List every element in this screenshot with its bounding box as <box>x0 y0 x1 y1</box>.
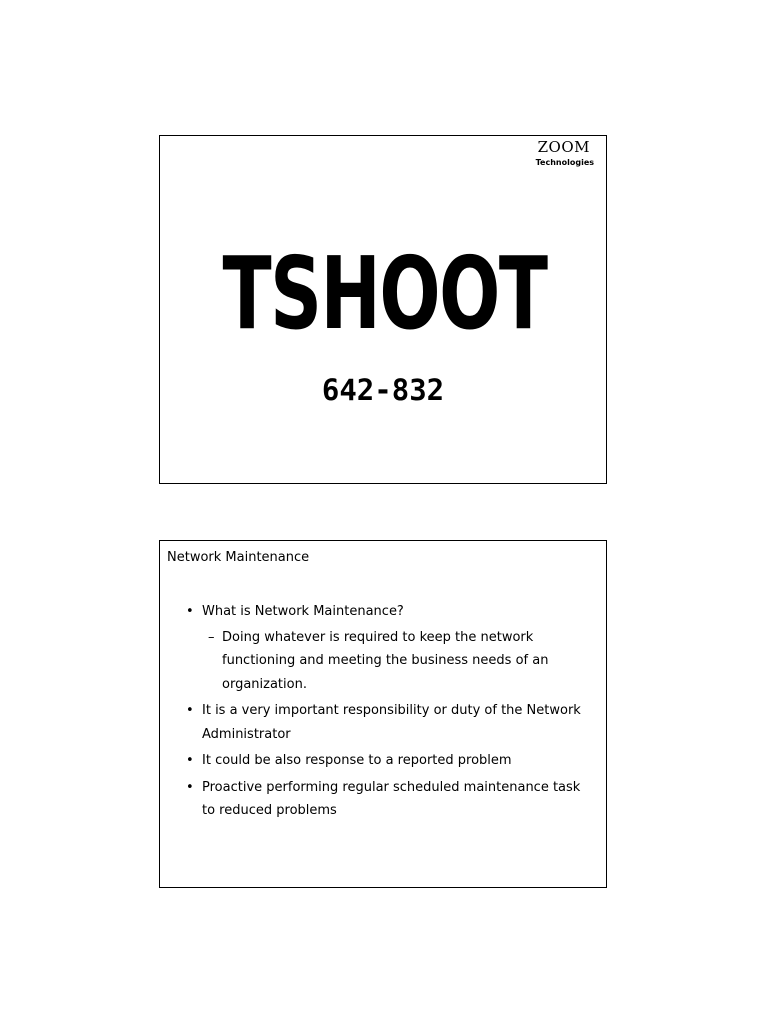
bullet-icon: • <box>186 703 194 718</box>
brand-name: ZOOM <box>537 138 591 156</box>
slide-title: TSHOOT <box>222 235 547 352</box>
bullet-text: What is Network Maintenance? <box>202 604 404 619</box>
sub-bullet-text: Doing whatever is required to keep the network functioning and meeting the business needs of an organization. <box>222 629 549 692</box>
list-item <box>186 749 597 773</box>
list-item <box>186 600 597 696</box>
list-item <box>186 699 597 746</box>
content-slide <box>159 540 607 888</box>
dash-icon: – <box>208 629 215 645</box>
bullet-icon: • <box>186 604 194 619</box>
sub-list-item <box>208 626 597 697</box>
bullet-list <box>186 600 597 826</box>
exam-code: 642-832 <box>321 373 445 407</box>
title-slide <box>159 135 607 484</box>
bullet-text: It could be also response to a reported problem <box>202 753 512 768</box>
bullet-text: Proactive performing regular scheduled maintenance task to reduced problems <box>202 779 581 818</box>
bullet-icon: • <box>186 753 194 768</box>
brand-subtitle: Technologies <box>535 158 594 167</box>
bullet-icon: • <box>186 779 194 795</box>
brand-logo <box>536 138 592 170</box>
slide-heading: Network Maintenance <box>167 550 310 565</box>
bullet-text: It is a very important responsibility or duty of the Network Administrator <box>202 703 581 742</box>
list-item <box>186 776 597 823</box>
